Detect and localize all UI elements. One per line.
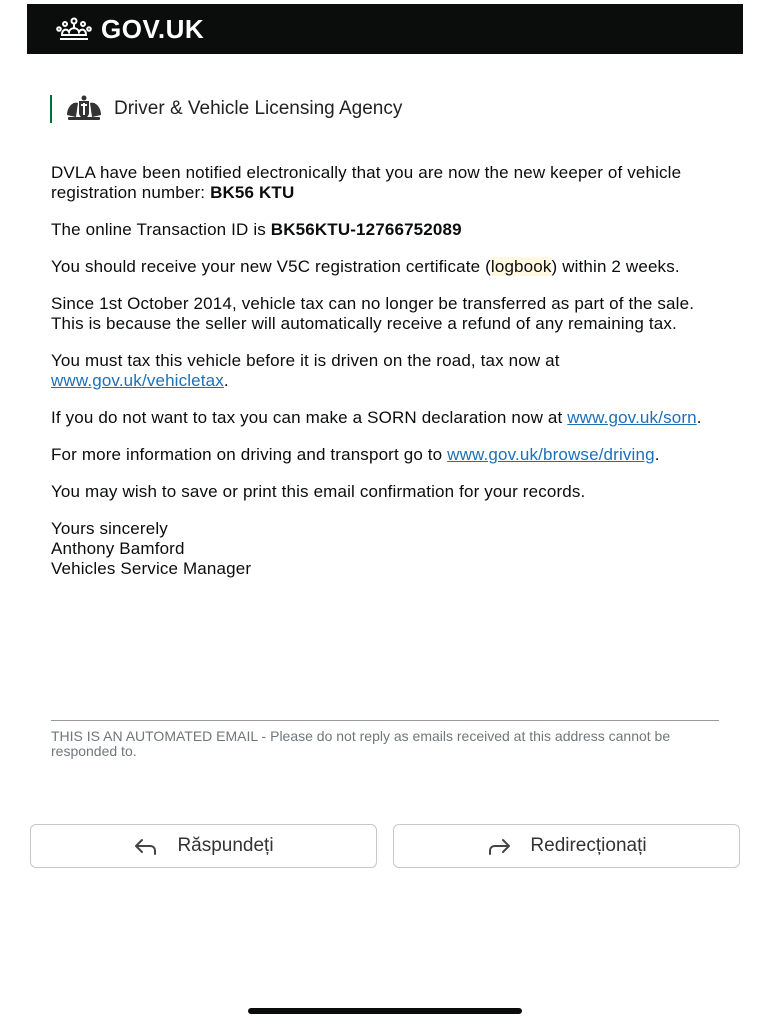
- reply-button[interactable]: [30, 824, 377, 868]
- signatory-title: Vehicles Service Manager: [51, 559, 252, 578]
- tax-vehicle-paragraph: You must tax this vehicle before it is driven on the road, tax now at www.gov.uk/vehicletax.: [51, 351, 560, 390]
- transaction-paragraph: The online Transaction ID is BK56KTU-12766752089: [51, 220, 462, 239]
- browse-driving-link[interactable]: www.gov.uk/browse/driving: [447, 445, 655, 464]
- save-print-paragraph: You may wish to save or print this email confirmation for your records.: [51, 482, 586, 501]
- forward-button[interactable]: [393, 824, 740, 868]
- reply-button-label: Răspundeți: [177, 835, 274, 856]
- govuk-header: [27, 4, 743, 54]
- transaction-id: BK56KTU-12766752089: [270, 220, 462, 239]
- forward-arrow-icon: [486, 836, 512, 856]
- v5c-paragraph: You should receive your new V5C registration certificate (logbook) within 2 weeks.: [51, 257, 680, 276]
- sign-off: Yours sincerely: [51, 519, 168, 538]
- signatory-name: Anthony Bamford: [51, 539, 185, 558]
- agency-name: Driver & Vehicle Licensing Agency: [114, 98, 403, 119]
- sorn-link[interactable]: www.gov.uk/sorn: [567, 408, 697, 427]
- crown-icon: [55, 15, 93, 43]
- forward-button-label: Redirecționați: [530, 835, 647, 856]
- notification-paragraph: DVLA have been notified electronically that you are now the new keeper of vehicle registration number: BK56 KTU: [51, 163, 682, 202]
- registration-number: BK56 KTU: [210, 183, 295, 202]
- footer-divider: [51, 720, 719, 721]
- signature-block: [51, 519, 731, 579]
- royal-coat-of-arms-icon: [62, 95, 106, 123]
- automated-notice: THIS IS AN AUTOMATED EMAIL - Please do not reply as emails received at this address cannot be responded to.: [51, 728, 671, 759]
- vehicletax-link[interactable]: www.gov.uk/vehicletax: [51, 371, 224, 390]
- sorn-paragraph: If you do not want to tax you can make a SORN declaration now at www.gov.uk/sorn.: [51, 408, 702, 427]
- reply-arrow-icon: [133, 836, 159, 856]
- email-body: [51, 163, 731, 579]
- govuk-logo-text: GOV.UK: [101, 13, 205, 44]
- home-indicator[interactable]: [248, 1008, 522, 1014]
- driving-info-paragraph: For more information on driving and transport go to www.gov.uk/browse/driving.: [51, 445, 660, 464]
- logbook-term: logbook: [490, 257, 552, 276]
- agency-banner: [50, 95, 402, 123]
- tax-transfer-paragraph: Since 1st October 2014, vehicle tax can no longer be transferred as part of the sale. This is because the seller will automatically receive a refund of any remaining tax.: [51, 294, 695, 333]
